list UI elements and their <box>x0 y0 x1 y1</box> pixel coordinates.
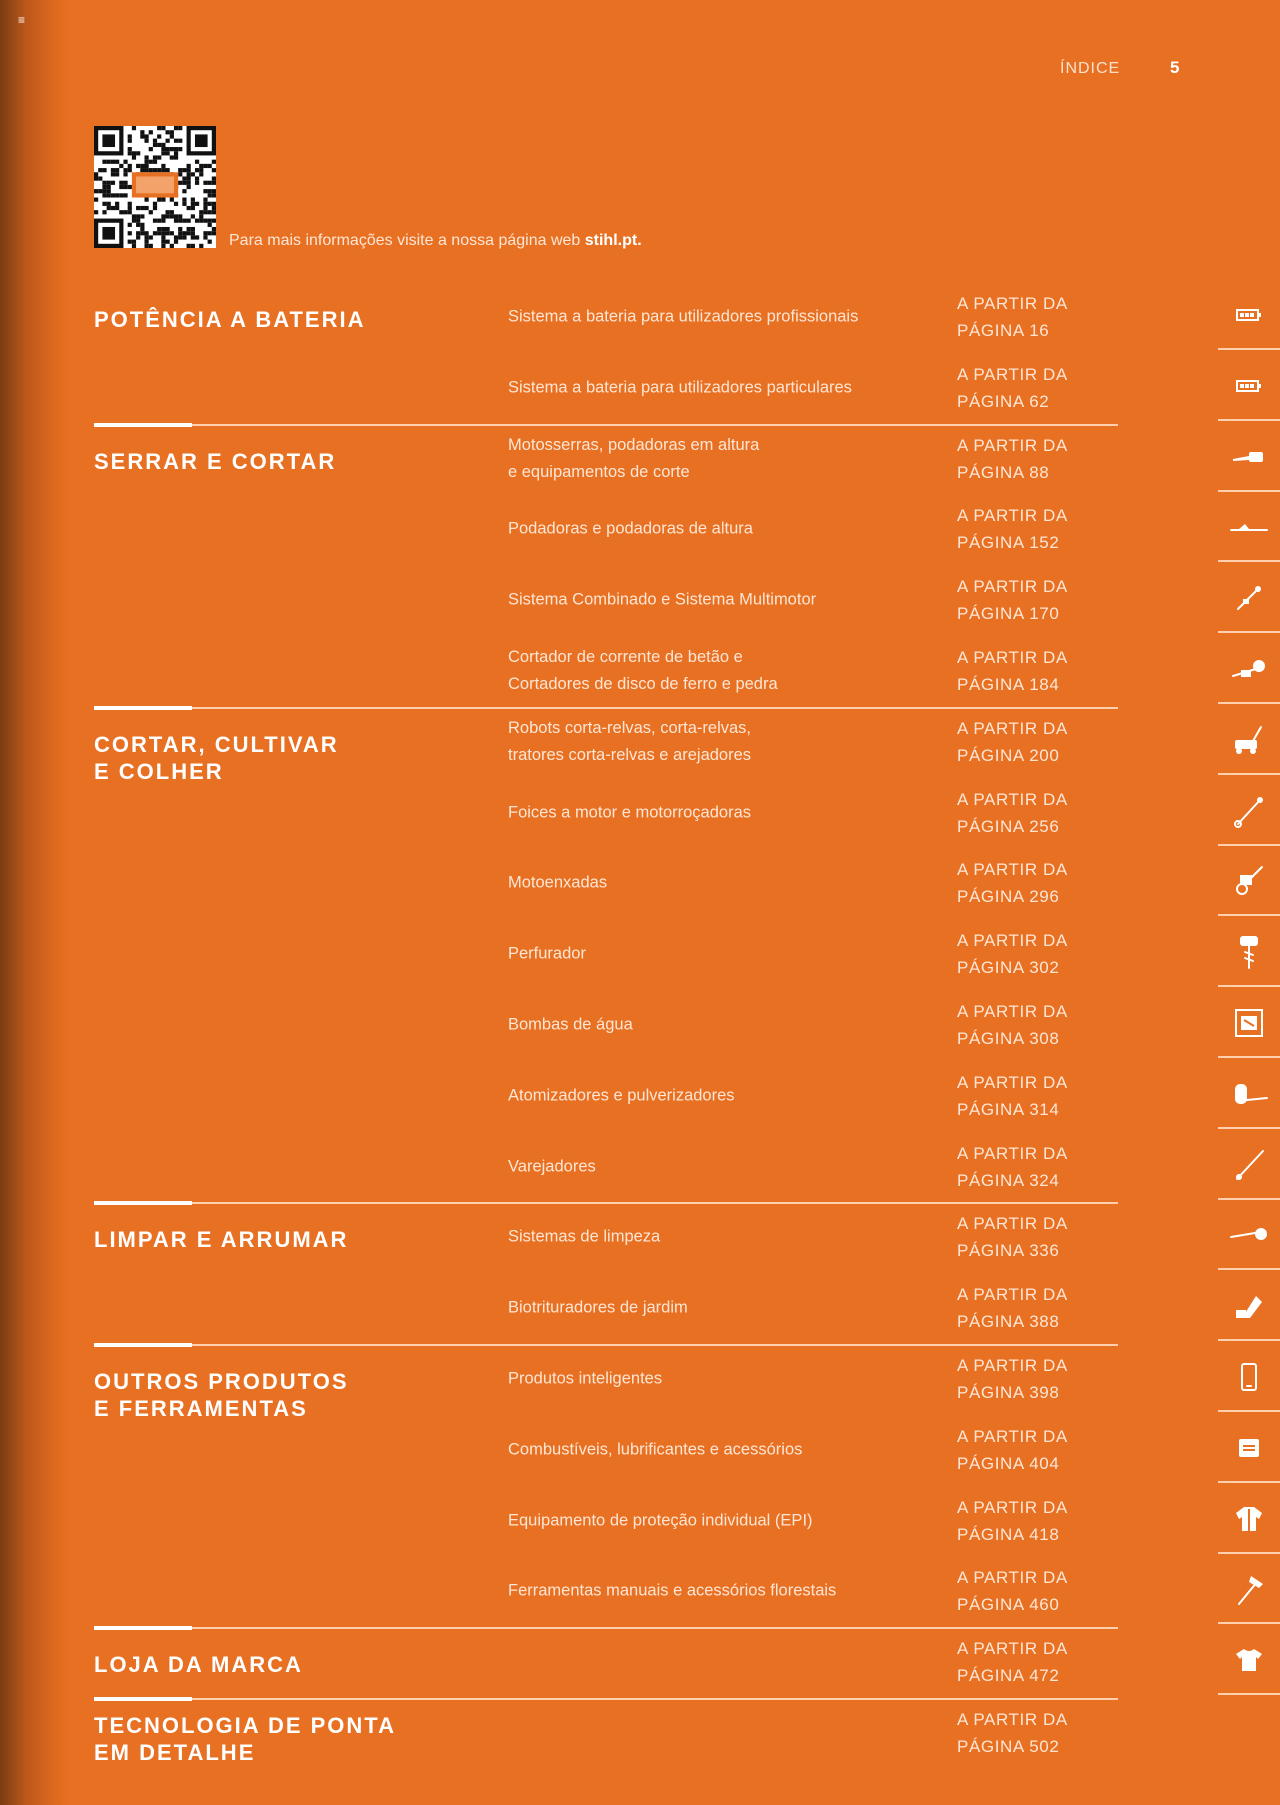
toc-row[interactable] <box>94 1556 1118 1626</box>
shredder-icon[interactable] <box>1218 1271 1280 1341</box>
toc-row-page-ref[interactable] <box>957 927 1097 981</box>
chainsaw-icon[interactable] <box>1218 422 1280 492</box>
toc-row-page-ref[interactable] <box>957 290 1097 344</box>
page-ref-prefix: A PARTIR DA <box>957 789 1068 809</box>
page-ref-prefix: A PARTIR DA <box>957 1710 1068 1729</box>
page-ref-prefix: A PARTIR DA <box>957 647 1068 667</box>
icon-separator <box>1218 702 1280 704</box>
page-ref-number: PÁGINA 460 <box>957 1595 1060 1615</box>
toc-row-page-ref[interactable] <box>957 573 1097 627</box>
toc-row-page-ref[interactable] <box>957 502 1097 556</box>
menu-icon[interactable]: ≡ <box>18 13 26 27</box>
toc-row[interactable] <box>94 1486 1118 1556</box>
page-ref-number: PÁGINA 296 <box>957 887 1060 907</box>
icon-separator <box>1218 348 1280 350</box>
section <box>94 1344 1118 1627</box>
page-ref-number: PÁGINA 302 <box>957 958 1060 978</box>
blower-icon[interactable] <box>1218 1200 1280 1270</box>
water-pump-icon[interactable] <box>1218 988 1280 1058</box>
section <box>94 282 1118 424</box>
t-shirt-icon[interactable] <box>1218 1625 1280 1695</box>
icon-separator <box>1218 560 1280 562</box>
pruner-icon[interactable] <box>1218 492 1280 562</box>
protective-jacket-icon[interactable] <box>1218 1484 1280 1554</box>
page-ref-number: PÁGINA 404 <box>957 1453 1060 1473</box>
smartphone-icon[interactable] <box>1218 1342 1280 1412</box>
icon-separator <box>1218 1410 1280 1412</box>
harvester-icon[interactable] <box>1218 1130 1280 1200</box>
section-title[interactable]: POTÊNCIA A BATERIA <box>94 307 366 332</box>
icon-separator <box>1218 985 1280 987</box>
page-ref-prefix: A PARTIR DA <box>957 1639 1068 1659</box>
toc-row-description: Sistema a bateria para utilizadores particulares <box>508 378 852 397</box>
toc-row[interactable] <box>94 1202 1118 1272</box>
page-ref-prefix: A PARTIR DA <box>957 1356 1068 1375</box>
page-ref-number: PÁGINA 398 <box>957 1383 1060 1402</box>
fuel-canister-icon[interactable] <box>1218 1413 1280 1483</box>
toc-row[interactable] <box>94 636 1118 706</box>
page-ref-number: PÁGINA 314 <box>957 1099 1060 1119</box>
toc-row-page-ref[interactable] <box>957 644 1097 698</box>
toc-row-page-ref[interactable] <box>957 1281 1097 1335</box>
section <box>94 1202 1118 1344</box>
page-ref-prefix: A PARTIR DA <box>957 1497 1068 1517</box>
toc-row-page-ref[interactable] <box>957 361 1097 415</box>
toc-row[interactable] <box>94 778 1118 848</box>
section <box>94 424 1118 707</box>
icon-separator <box>1218 490 1280 492</box>
toc-row-page-ref[interactable] <box>957 1423 1097 1477</box>
section-title[interactable]: LOJA DA MARCA <box>94 1652 303 1678</box>
page-ref-prefix: A PARTIR DA <box>957 1285 1068 1305</box>
section-title[interactable]: TECNOLOGIA DE PONTA EM DETALHE <box>94 1713 396 1765</box>
page-number: 5 <box>1170 58 1180 77</box>
toc-row[interactable] <box>94 1344 1118 1414</box>
toc-row-description: Combustíveis, lubrificantes e acessórios <box>508 1440 803 1459</box>
toc-row-page-ref[interactable] <box>957 1140 1097 1194</box>
toc-row-page-ref[interactable] <box>957 1706 1097 1760</box>
toc-row-description: Ferramentas manuais e acessórios florestais <box>508 1581 837 1600</box>
toc-row[interactable] <box>94 848 1118 918</box>
icon-separator <box>1218 419 1280 421</box>
toc-row[interactable] <box>94 707 1118 777</box>
section-title[interactable]: LIMPAR E ARRUMAR <box>94 1227 349 1253</box>
sprayer-icon[interactable] <box>1218 1059 1280 1129</box>
page-ref-number: PÁGINA 308 <box>957 1028 1060 1048</box>
page-ref-number: PÁGINA 16 <box>957 321 1050 340</box>
page-ref-number: PÁGINA 200 <box>957 745 1060 765</box>
page-ref-prefix: A PARTIR DA <box>957 718 1068 738</box>
page-ref-number: PÁGINA 472 <box>957 1666 1060 1686</box>
toc-row-page-ref[interactable] <box>957 1069 1097 1123</box>
icon-separator <box>1218 773 1280 775</box>
toc-row-description: Equipamento de proteção individual (EPI) <box>508 1511 813 1530</box>
toc-row-page-ref[interactable] <box>957 856 1097 910</box>
page-ref-number: PÁGINA 388 <box>957 1312 1060 1332</box>
toc-row[interactable] <box>94 1415 1118 1485</box>
toc-row[interactable] <box>94 494 1118 564</box>
section-title[interactable]: OUTROS PRODUTOS E FERRAMENTAS <box>94 1369 349 1421</box>
toc-row-page-ref[interactable] <box>957 432 1097 486</box>
combi-system-icon[interactable] <box>1218 563 1280 633</box>
toc-row-page-ref[interactable] <box>957 1210 1097 1264</box>
battery-icon[interactable] <box>1218 280 1280 350</box>
icon-separator <box>1218 1268 1280 1270</box>
page-ref-prefix: A PARTIR DA <box>957 1001 1068 1021</box>
page-ref-number: PÁGINA 88 <box>957 462 1050 482</box>
toc-row-description: Sistema Combinado e Sistema Multimotor <box>508 590 817 609</box>
icon-separator <box>1218 1622 1280 1624</box>
axe-icon[interactable] <box>1218 1554 1280 1624</box>
website-info <box>229 232 642 250</box>
toc-row[interactable] <box>94 990 1118 1060</box>
toc-row-page-ref[interactable] <box>957 1564 1097 1618</box>
toc-row[interactable] <box>94 424 1118 494</box>
toc-row[interactable] <box>94 1061 1118 1131</box>
toc-row-page-ref[interactable] <box>957 1352 1097 1406</box>
page-ref-prefix: A PARTIR DA <box>957 435 1068 455</box>
icon-separator <box>1218 1127 1280 1129</box>
page-ref-prefix: A PARTIR DA <box>957 506 1068 526</box>
toc-row-description: Produtos inteligentes <box>508 1369 663 1388</box>
toc-row-description: Sistemas de limpeza <box>508 1227 661 1246</box>
section <box>94 707 1118 1203</box>
page-ref-prefix: A PARTIR DA <box>957 860 1068 880</box>
toc-row-description: Perfurador <box>508 944 586 963</box>
toc-row-description: Podadoras e podadoras de altura <box>508 519 753 538</box>
toc-row[interactable] <box>94 1627 1118 1697</box>
toc-row[interactable] <box>94 1132 1118 1202</box>
page-ref-number: PÁGINA 336 <box>957 1241 1060 1261</box>
page-ref-number: PÁGINA 152 <box>957 533 1060 553</box>
toc-row-description: Sistema a bateria para utilizadores profissionais <box>508 307 859 326</box>
website-link[interactable]: stihl.pt. <box>584 232 642 249</box>
icon-separator <box>1218 844 1280 846</box>
battery-icon[interactable] <box>1218 351 1280 421</box>
page-ref-prefix: A PARTIR DA <box>957 364 1068 384</box>
page-ref-prefix: A PARTIR DA <box>957 1214 1068 1234</box>
page-ref-number: PÁGINA 170 <box>957 604 1060 624</box>
icon-separator <box>1218 914 1280 916</box>
earth-auger-icon[interactable] <box>1218 917 1280 987</box>
icon-separator <box>1218 1056 1280 1058</box>
icon-separator <box>1218 1481 1280 1483</box>
section-title[interactable]: CORTAR, CULTIVAR E COLHER <box>94 731 339 784</box>
toc-row[interactable] <box>94 565 1118 635</box>
icon-separator <box>1218 1339 1280 1341</box>
toc-row-description: Motosserras, podadoras em altura e equipamentos de corte <box>508 435 760 481</box>
page-ref-prefix: A PARTIR DA <box>957 1426 1068 1446</box>
brushcutter-icon[interactable] <box>1218 776 1280 846</box>
toc-row-page-ref[interactable] <box>957 786 1097 840</box>
icon-separator <box>1218 1693 1280 1695</box>
toc-row-description: Motoenxadas <box>508 873 608 892</box>
page-ref-prefix: A PARTIR DA <box>957 1568 1068 1588</box>
icon-separator <box>1218 1552 1280 1554</box>
section <box>94 1698 1118 1769</box>
website-info-text: Para mais informações visite a nossa página web <box>229 232 581 249</box>
page-ref-prefix: A PARTIR DA <box>957 294 1068 313</box>
page-ref-prefix: A PARTIR DA <box>957 931 1068 951</box>
toc-row-description: Foices a motor e motorroçadoras <box>508 803 752 822</box>
section <box>94 1627 1118 1698</box>
page-ref-number: PÁGINA 502 <box>957 1737 1060 1756</box>
icon-separator <box>1218 1198 1280 1200</box>
qr-code[interactable] <box>94 126 216 248</box>
catalog-spine-shadow <box>0 0 70 1805</box>
page-ref-prefix: A PARTIR DA <box>957 577 1068 597</box>
page-ref-number: PÁGINA 184 <box>957 674 1060 694</box>
toc-row-page-ref[interactable] <box>957 1494 1097 1548</box>
toc-row[interactable] <box>94 919 1118 989</box>
toc-row-description: Bombas de água <box>508 1015 633 1034</box>
toc-row-page-ref[interactable] <box>957 998 1097 1052</box>
index-label: ÍNDICE <box>1060 60 1121 77</box>
lawn-mower-icon[interactable] <box>1218 705 1280 775</box>
cut-off-saw-icon[interactable] <box>1218 634 1280 704</box>
page-ref-number: PÁGINA 62 <box>957 391 1050 411</box>
toc-row[interactable] <box>94 282 1118 352</box>
toc-row-page-ref[interactable] <box>957 715 1097 769</box>
toc-row-page-ref[interactable] <box>957 1635 1097 1689</box>
icon-separator <box>1218 631 1280 633</box>
section-title[interactable]: SERRAR E CORTAR <box>94 448 337 474</box>
page-ref-number: PÁGINA 256 <box>957 816 1060 836</box>
page-ref-prefix: A PARTIR DA <box>957 1072 1068 1092</box>
tiller-icon[interactable] <box>1218 846 1280 916</box>
toc-row[interactable] <box>94 1698 1118 1768</box>
page-ref-number: PÁGINA 324 <box>957 1170 1060 1190</box>
toc-row-description: Varejadores <box>508 1157 596 1176</box>
toc-row[interactable] <box>94 353 1118 423</box>
toc-row-description: Robots corta-relvas, corta-relvas, tratores corta-relvas e arejadores <box>508 718 752 764</box>
toc-row[interactable] <box>94 1273 1118 1343</box>
toc-row-description: Biotrituradores de jardim <box>508 1298 688 1317</box>
toc-row-description: Atomizadores e pulverizadores <box>508 1086 735 1105</box>
page-ref-prefix: A PARTIR DA <box>957 1143 1068 1163</box>
page-ref-number: PÁGINA 418 <box>957 1524 1060 1544</box>
toc-row-description: Cortador de corrente de betão e Cortadores de disco de ferro e pedra <box>508 647 778 693</box>
